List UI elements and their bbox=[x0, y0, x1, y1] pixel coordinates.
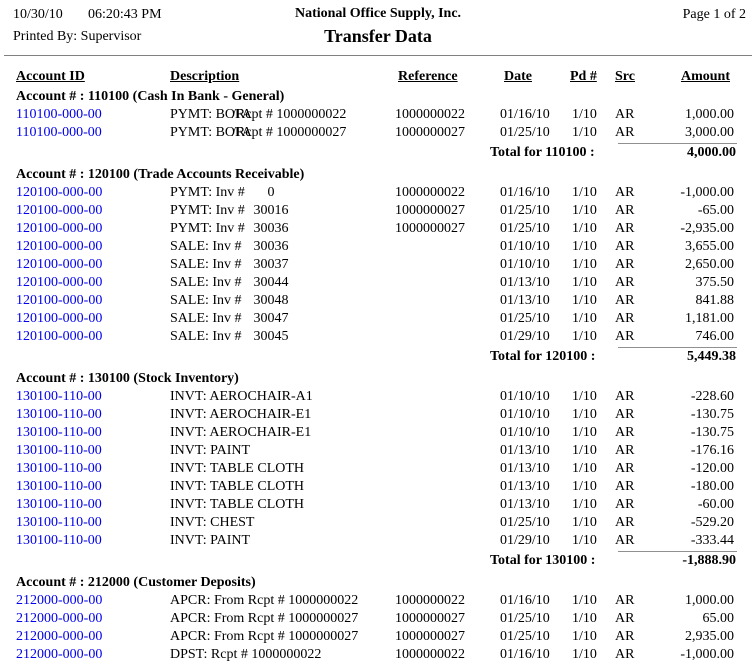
period: 1/10 bbox=[572, 443, 597, 458]
date: 01/25/10 bbox=[500, 629, 550, 644]
invoice-number: 30037 bbox=[253, 257, 289, 272]
source: AR bbox=[615, 203, 635, 218]
description: SALE: Inv # bbox=[170, 257, 242, 272]
period: 1/10 bbox=[572, 125, 597, 140]
source: AR bbox=[615, 389, 635, 404]
amount: 1,181.00 bbox=[685, 311, 734, 326]
total-label: Total for 110100 : bbox=[490, 145, 595, 160]
total-amount: 4,000.00 bbox=[687, 145, 736, 160]
invoice-number: 30036 bbox=[253, 221, 289, 236]
source: AR bbox=[615, 611, 635, 626]
transaction-row bbox=[0, 514, 756, 532]
source: AR bbox=[615, 275, 635, 290]
transaction-row bbox=[0, 202, 756, 220]
description: PYMT: BOFA bbox=[170, 107, 252, 122]
transaction-row bbox=[0, 460, 756, 478]
source: AR bbox=[615, 125, 635, 140]
period: 1/10 bbox=[572, 461, 597, 476]
section-header: Account # : 120100 (Trade Accounts Receivable) bbox=[16, 167, 305, 182]
amount: 375.50 bbox=[695, 275, 734, 290]
description: INVT: TABLE CLOTH bbox=[170, 479, 305, 494]
page-indicator: Page 1 of 2 bbox=[682, 7, 746, 22]
date: 01/16/10 bbox=[500, 593, 550, 608]
date: 01/13/10 bbox=[500, 479, 550, 494]
description: PYMT: Inv # bbox=[170, 203, 245, 218]
transaction-row bbox=[0, 274, 756, 292]
transaction-row bbox=[0, 256, 756, 274]
source: AR bbox=[615, 329, 635, 344]
period: 1/10 bbox=[572, 203, 597, 218]
description: PYMT: Inv # bbox=[170, 185, 245, 200]
account-id-link[interactable]: 120100-000-00 bbox=[16, 221, 103, 236]
description: APCR: From Rcpt # 1000000027 bbox=[170, 611, 359, 626]
period: 1/10 bbox=[572, 515, 597, 530]
source: AR bbox=[615, 515, 635, 530]
amount: 2,935.00 bbox=[685, 629, 734, 644]
source: AR bbox=[615, 293, 635, 308]
description: SALE: Inv # bbox=[170, 275, 242, 290]
source: AR bbox=[615, 107, 635, 122]
period: 1/10 bbox=[572, 647, 597, 662]
date: 01/13/10 bbox=[500, 461, 550, 476]
header-divider bbox=[4, 55, 752, 56]
reference: 1000000022 bbox=[395, 647, 465, 662]
account-id-link[interactable]: 120100-000-00 bbox=[16, 257, 103, 272]
account-id-link[interactable]: 130100-110-00 bbox=[16, 497, 102, 512]
period: 1/10 bbox=[572, 239, 597, 254]
period: 1/10 bbox=[572, 257, 597, 272]
period: 1/10 bbox=[572, 497, 597, 512]
description: INVT: CHEST bbox=[170, 515, 255, 530]
column-header-date: Date bbox=[504, 69, 532, 84]
period: 1/10 bbox=[572, 389, 597, 404]
transaction-row bbox=[0, 628, 756, 646]
amount: 841.88 bbox=[695, 293, 734, 308]
transaction-row bbox=[0, 292, 756, 310]
reference: 1000000027 bbox=[395, 203, 465, 218]
transaction-row bbox=[0, 406, 756, 424]
source: AR bbox=[615, 629, 635, 644]
amount: 746.00 bbox=[695, 329, 734, 344]
date: 01/13/10 bbox=[500, 275, 550, 290]
invoice-number: 30047 bbox=[253, 311, 289, 326]
column-header-amount: Amount bbox=[680, 69, 730, 84]
transaction-row bbox=[0, 592, 756, 610]
column-header-reference: Reference bbox=[398, 69, 458, 84]
period: 1/10 bbox=[572, 275, 597, 290]
period: 1/10 bbox=[572, 611, 597, 626]
amount: -529.20 bbox=[690, 515, 734, 530]
total-amount: -1,888.90 bbox=[682, 553, 736, 568]
column-header-description: Description bbox=[170, 69, 240, 84]
amount: -60.00 bbox=[697, 497, 734, 512]
description: INVT: PAINT bbox=[170, 443, 251, 458]
print-date: 10/30/10 bbox=[13, 7, 63, 22]
total-label: Total for 130100 : bbox=[490, 553, 596, 568]
amount: -228.60 bbox=[690, 389, 734, 404]
account-id-link[interactable]: 212000-000-00 bbox=[16, 629, 103, 644]
invoice-number: 0 bbox=[267, 185, 275, 200]
transaction-row bbox=[0, 442, 756, 460]
date: 01/13/10 bbox=[500, 497, 550, 512]
reference: 1000000022 bbox=[395, 185, 465, 200]
description: SALE: Inv # bbox=[170, 311, 242, 326]
period: 1/10 bbox=[572, 407, 597, 422]
amount: -2,935.00 bbox=[680, 221, 734, 236]
transaction-row bbox=[0, 646, 756, 663]
source: AR bbox=[615, 221, 635, 236]
description: SALE: Inv # bbox=[170, 239, 242, 254]
reference: 1000000027 bbox=[395, 611, 465, 626]
company-name: National Office Supply, Inc. bbox=[294, 6, 462, 21]
amount: -120.00 bbox=[690, 461, 734, 476]
total-amount: 5,449.38 bbox=[687, 349, 736, 364]
source: AR bbox=[615, 479, 635, 494]
column-header-source: Src bbox=[615, 69, 635, 84]
amount: 65.00 bbox=[702, 611, 734, 626]
account-section bbox=[0, 370, 756, 570]
account-id-link[interactable]: 120100-000-00 bbox=[16, 239, 103, 254]
date: 01/13/10 bbox=[500, 293, 550, 308]
column-header-period: Pd # bbox=[570, 69, 597, 84]
transaction-row bbox=[0, 310, 756, 328]
total-label: Total for 120100 : bbox=[490, 349, 596, 364]
invoice-number: 30044 bbox=[253, 275, 289, 290]
account-id-link[interactable]: 120100-000-00 bbox=[16, 329, 103, 344]
period: 1/10 bbox=[572, 533, 597, 548]
period: 1/10 bbox=[572, 107, 597, 122]
amount: -176.16 bbox=[690, 443, 734, 458]
amount: -180.00 bbox=[690, 479, 734, 494]
date: 01/10/10 bbox=[500, 425, 550, 440]
description-detail: /Rcpt # 1000000027 bbox=[232, 125, 347, 140]
date: 01/13/10 bbox=[500, 443, 550, 458]
period: 1/10 bbox=[572, 329, 597, 344]
description: APCR: From Rcpt # 1000000027 bbox=[170, 629, 359, 644]
date: 01/25/10 bbox=[500, 221, 550, 236]
transaction-row bbox=[0, 238, 756, 256]
amount: -65.00 bbox=[697, 203, 734, 218]
period: 1/10 bbox=[572, 593, 597, 608]
amount: -130.75 bbox=[690, 425, 734, 440]
description: SALE: Inv # bbox=[170, 329, 242, 344]
source: AR bbox=[615, 647, 635, 662]
source: AR bbox=[615, 443, 635, 458]
invoice-number: 30048 bbox=[253, 293, 289, 308]
period: 1/10 bbox=[572, 311, 597, 326]
source: AR bbox=[615, 593, 635, 608]
date: 01/25/10 bbox=[500, 125, 550, 140]
description: APCR: From Rcpt # 1000000022 bbox=[170, 593, 359, 608]
period: 1/10 bbox=[572, 425, 597, 440]
description: INVT: TABLE CLOTH bbox=[170, 461, 305, 476]
account-id-link[interactable]: 120100-000-00 bbox=[16, 293, 103, 308]
account-id-link[interactable]: 130100-110-00 bbox=[16, 407, 102, 422]
account-id-link[interactable]: 120100-000-00 bbox=[16, 275, 103, 290]
amount: 3,000.00 bbox=[685, 125, 734, 140]
account-id-link[interactable]: 130100-110-00 bbox=[16, 443, 102, 458]
description: PYMT: BOFA bbox=[170, 125, 252, 140]
description: INVT: AEROCHAIR-E1 bbox=[170, 425, 312, 440]
account-section bbox=[0, 166, 756, 366]
source: AR bbox=[615, 497, 635, 512]
amount: 3,655.00 bbox=[685, 239, 734, 254]
reference: 1000000027 bbox=[395, 221, 465, 236]
transaction-row bbox=[0, 328, 756, 346]
print-time: 06:20:43 PM bbox=[88, 7, 162, 22]
source: AR bbox=[615, 407, 635, 422]
date: 01/16/10 bbox=[500, 185, 550, 200]
date: 01/25/10 bbox=[500, 611, 550, 626]
account-id-link[interactable]: 212000-000-00 bbox=[16, 647, 103, 662]
date: 01/25/10 bbox=[500, 515, 550, 530]
invoice-number: 30045 bbox=[253, 329, 289, 344]
description: DPST: Rcpt # 1000000022 bbox=[170, 647, 322, 662]
transaction-row bbox=[0, 184, 756, 202]
amount: -130.75 bbox=[690, 407, 734, 422]
amount: 1,000.00 bbox=[685, 107, 734, 122]
period: 1/10 bbox=[572, 629, 597, 644]
date: 01/10/10 bbox=[500, 257, 550, 272]
period: 1/10 bbox=[572, 479, 597, 494]
account-id-link[interactable]: 212000-000-00 bbox=[16, 593, 103, 608]
amount: -1,000.00 bbox=[680, 647, 734, 662]
account-id-link[interactable]: 120100-000-00 bbox=[16, 203, 103, 218]
date: 01/16/10 bbox=[500, 647, 550, 662]
date: 01/10/10 bbox=[500, 407, 550, 422]
account-id-link[interactable]: 130100-110-00 bbox=[16, 461, 102, 476]
transaction-row bbox=[0, 424, 756, 442]
period: 1/10 bbox=[572, 185, 597, 200]
transaction-row bbox=[0, 220, 756, 238]
account-id-link[interactable]: 120100-000-00 bbox=[16, 311, 103, 326]
section-header: Account # : 130100 (Stock Inventory) bbox=[16, 371, 239, 386]
transaction-row bbox=[0, 532, 756, 550]
account-id-link[interactable]: 212000-000-00 bbox=[16, 611, 103, 626]
transaction-row bbox=[0, 124, 756, 142]
description: INVT: TABLE CLOTH bbox=[170, 497, 305, 512]
reference: 1000000022 bbox=[395, 107, 465, 122]
reference: 1000000027 bbox=[395, 125, 465, 140]
description: INVT: PAINT bbox=[170, 533, 251, 548]
account-id-link[interactable]: 130100-110-00 bbox=[16, 479, 102, 494]
transaction-row bbox=[0, 478, 756, 496]
section-header: Account # : 110100 (Cash In Bank - General) bbox=[16, 89, 285, 104]
period: 1/10 bbox=[572, 221, 597, 236]
amount: 1,000.00 bbox=[685, 593, 734, 608]
date: 01/10/10 bbox=[500, 389, 550, 404]
description: SALE: Inv # bbox=[170, 293, 242, 308]
section-total bbox=[0, 142, 756, 162]
source: AR bbox=[615, 185, 635, 200]
source: AR bbox=[615, 239, 635, 254]
description: INVT: AEROCHAIR-A1 bbox=[170, 389, 313, 404]
reference: 1000000027 bbox=[395, 629, 465, 644]
invoice-number: 30016 bbox=[253, 203, 289, 218]
date: 01/10/10 bbox=[500, 239, 550, 254]
amount: 2,650.00 bbox=[685, 257, 734, 272]
description-detail: /Rcpt # 1000000022 bbox=[232, 107, 347, 122]
account-id-link[interactable]: 110100-000-00 bbox=[16, 125, 102, 140]
section-total bbox=[0, 550, 756, 570]
account-id-link[interactable]: 130100-110-00 bbox=[16, 515, 102, 530]
account-id-link[interactable]: 110100-000-00 bbox=[16, 107, 102, 122]
source: AR bbox=[615, 257, 635, 272]
transaction-row bbox=[0, 496, 756, 514]
section-header: Account # : 212000 (Customer Deposits) bbox=[16, 575, 256, 590]
reference: 1000000022 bbox=[395, 593, 465, 608]
transaction-row bbox=[0, 610, 756, 628]
invoice-number: 30036 bbox=[253, 239, 289, 254]
source: AR bbox=[615, 425, 635, 440]
account-id-link[interactable]: 130100-110-00 bbox=[16, 389, 102, 404]
transaction-row bbox=[0, 106, 756, 124]
source: AR bbox=[615, 533, 635, 548]
account-section bbox=[0, 88, 756, 162]
source: AR bbox=[615, 311, 635, 326]
printed-by: Printed By: Supervisor bbox=[13, 29, 142, 44]
column-header-account-id: Account ID bbox=[16, 69, 85, 84]
description: INVT: AEROCHAIR-E1 bbox=[170, 407, 312, 422]
date: 01/25/10 bbox=[500, 311, 550, 326]
section-total bbox=[0, 346, 756, 366]
account-id-link[interactable]: 130100-110-00 bbox=[16, 425, 102, 440]
account-id-link[interactable]: 130100-110-00 bbox=[16, 533, 102, 548]
amount: -1,000.00 bbox=[680, 185, 734, 200]
date: 01/16/10 bbox=[500, 107, 550, 122]
source: AR bbox=[615, 461, 635, 476]
report-body bbox=[0, 88, 756, 663]
amount: -333.44 bbox=[690, 533, 734, 548]
account-section bbox=[0, 574, 756, 663]
description: PYMT: Inv # bbox=[170, 221, 245, 236]
report-title: Transfer Data bbox=[324, 26, 432, 46]
column-headers bbox=[0, 68, 756, 86]
period: 1/10 bbox=[572, 293, 597, 308]
date: 01/29/10 bbox=[500, 533, 550, 548]
account-id-link[interactable]: 120100-000-00 bbox=[16, 185, 103, 200]
transaction-row bbox=[0, 388, 756, 406]
date: 01/25/10 bbox=[500, 203, 550, 218]
date: 01/29/10 bbox=[500, 329, 550, 344]
